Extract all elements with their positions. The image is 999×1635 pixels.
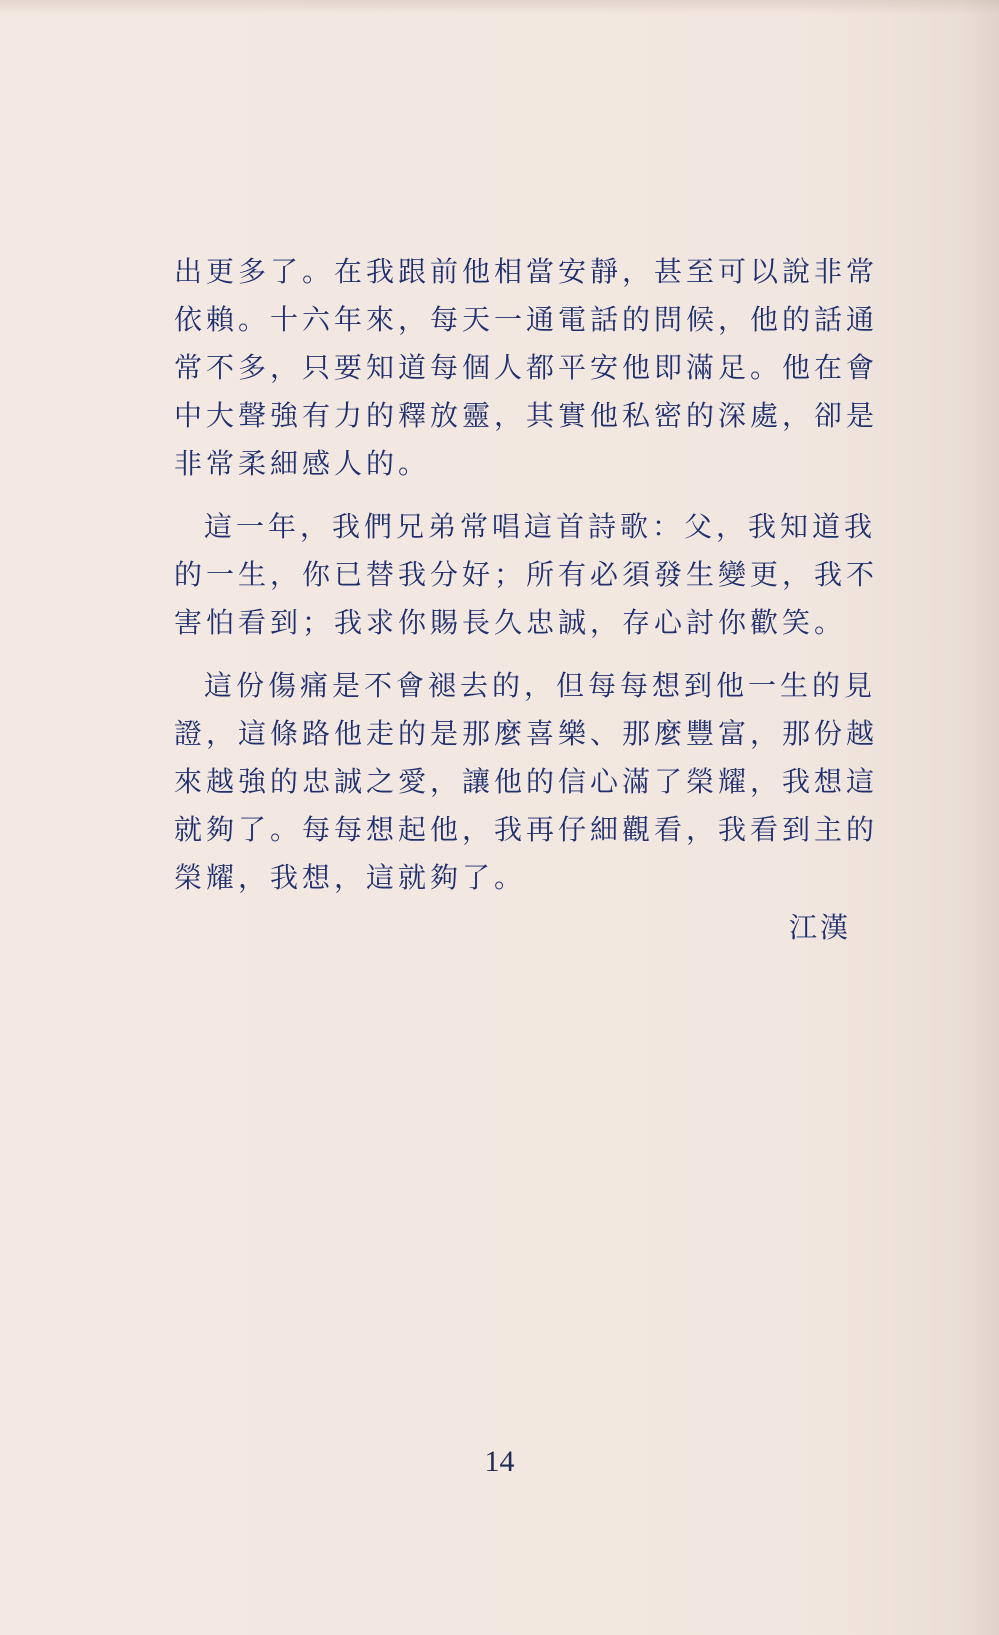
paragraph-1 <box>174 248 879 488</box>
text-line: 就夠了。每每想起他，我再仔細觀看，我看到主的 <box>174 813 879 846</box>
text-line: 中大聲強有力的釋放靈，其實他私密的深處，卻是 <box>174 399 879 432</box>
text-line: 常不多，只要知道每個人都平安他即滿足。他在會 <box>174 351 879 384</box>
text-line: 來越強的忠誠之愛，讓他的信心滿了榮耀，我想這 <box>174 765 879 798</box>
text-line: 出更多了。在我跟前他相當安靜，甚至可以說非常 <box>174 255 879 288</box>
text-line: 證，這條路他走的是那麼喜樂、那麼豐富，那份越 <box>174 717 879 750</box>
page-edge-shadow <box>0 0 999 14</box>
text-line: 害怕看到；我求你賜長久忠誠，存心討你歡笑。 <box>174 606 847 639</box>
text-line: 非常柔細感人的。 <box>174 447 431 480</box>
author-signature: 江漢 <box>788 911 851 944</box>
paragraph-2 <box>174 503 879 647</box>
body-text <box>174 248 879 902</box>
page-number: 14 <box>484 1445 515 1478</box>
text-line: 的一生，你已替我分好；所有必須發生變更，我不 <box>174 558 879 591</box>
text-line: 這一年，我們兄弟常唱這首詩歌：父，我知道我 <box>204 510 877 543</box>
paragraph-3 <box>174 662 879 902</box>
text-line: 依賴。十六年來，每天一通電話的問候，他的話通 <box>174 303 879 336</box>
text-line: 榮耀，我想，這就夠了。 <box>174 861 527 894</box>
text-line: 這份傷痛是不會褪去的，但每每想到他一生的見 <box>204 669 877 702</box>
